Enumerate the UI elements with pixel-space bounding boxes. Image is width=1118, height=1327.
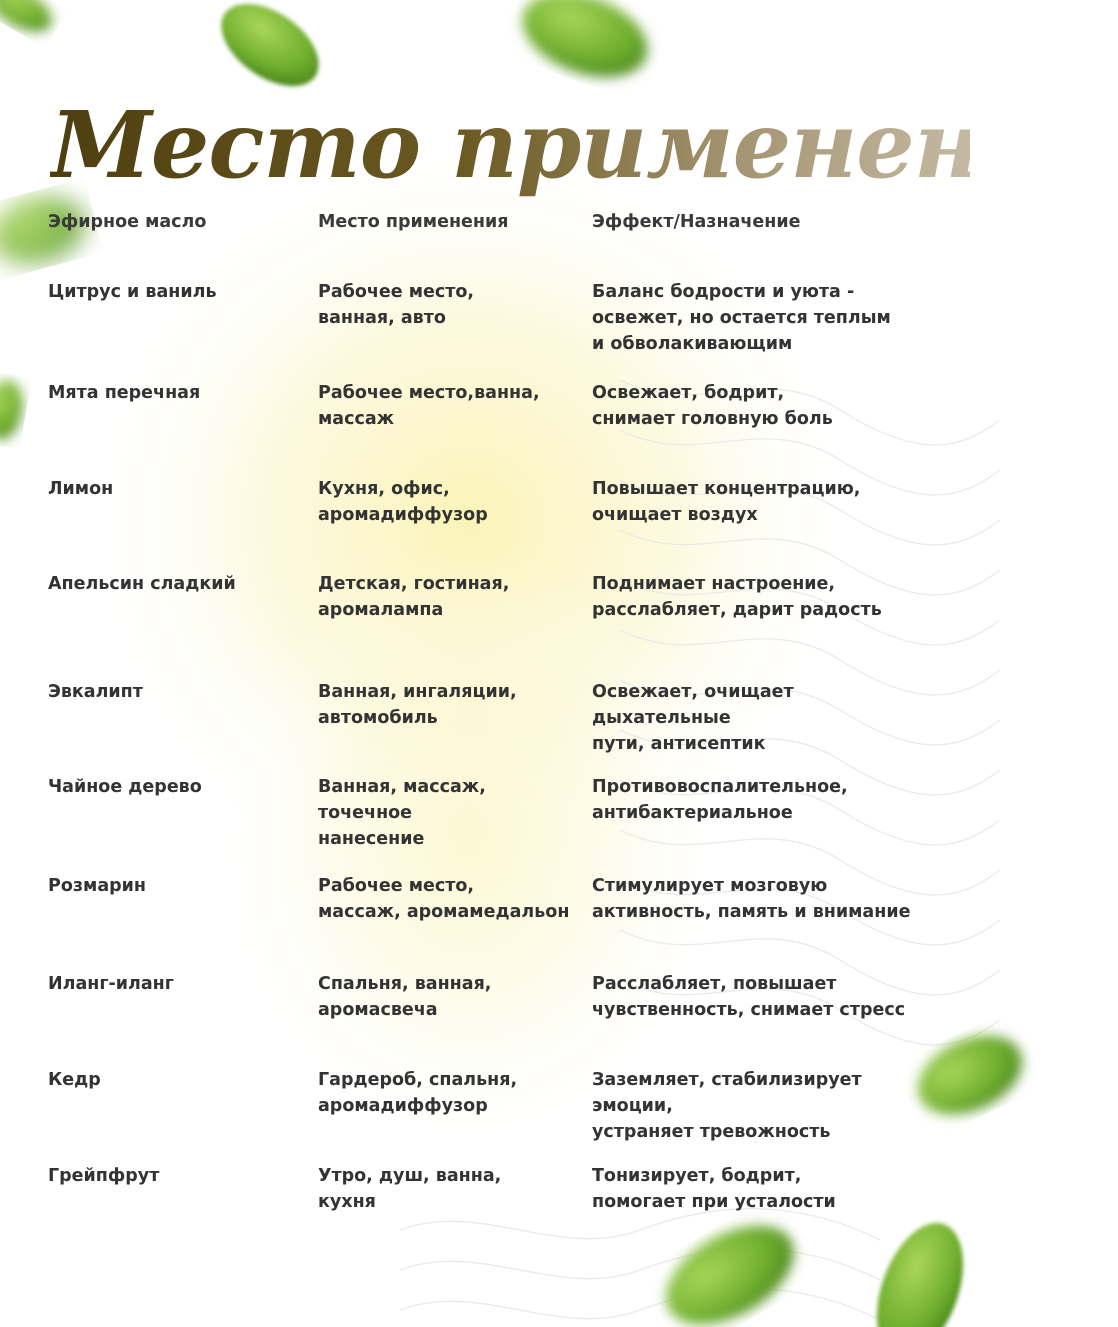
oil-place: Ванная, ингаляции, автомобиль — [318, 682, 517, 728]
oil-place: Ванная, массаж, точечное нанесение — [318, 777, 486, 849]
oil-effect: Расслабляет, повышает чувственность, снимает стресс — [592, 974, 906, 1020]
oil-place: Рабочее место, массаж, аромамедальон — [318, 876, 570, 922]
oil-name: Апельсин сладкий — [48, 574, 236, 594]
header-oil: Эфирное масло — [48, 212, 207, 232]
page-title: Место применения — [50, 80, 970, 210]
oil-name: Мята перечная — [48, 383, 201, 403]
oil-place: Рабочее место,ванна, массаж — [318, 383, 540, 429]
oil-place: Рабочее место, ванная, авто — [318, 282, 475, 328]
oil-effect: Заземляет, стабилизирует эмоции, устраняет тревожность — [592, 1070, 862, 1142]
oil-effect: Освежает, бодрит, снимает головную боль — [592, 383, 833, 429]
oil-name: Цитрус и ваниль — [48, 282, 217, 302]
oil-place: Утро, душ, ванна, кухня — [318, 1166, 502, 1212]
oil-place: Гардероб, спальня, аромадиффузор — [318, 1070, 518, 1116]
oil-name: Грейпфрут — [48, 1166, 160, 1186]
oil-effect: Баланс бодрости и уюта - освежет, но остается теплым и обволакивающим — [592, 282, 891, 354]
oil-effect: Поднимает настроение, расслабляет, дарит радость — [592, 574, 882, 620]
oil-effect: Тонизирует, бодрит, помогает при усталости — [592, 1166, 836, 1212]
oil-place: Детская, гостиная, аромалампа — [318, 574, 510, 620]
oil-effect: Повышает концентрацию, очищает воздух — [592, 479, 861, 525]
oil-effect: Противовоспалительное, антибактериальное — [592, 777, 848, 823]
oil-name: Иланг-иланг — [48, 974, 174, 994]
oil-effect: Стимулирует мозговую активность, память и внимание — [592, 876, 911, 922]
oil-place: Кухня, офис, аромадиффузор — [318, 479, 488, 525]
oil-effect: Освежает, очищает дыхательные пути, антисептик — [592, 682, 794, 754]
oil-name: Чайное дерево — [48, 777, 202, 797]
oil-place: Спальня, ванная, аромасвеча — [318, 974, 492, 1020]
oil-name: Лимон — [48, 479, 114, 499]
header-place: Место применения — [318, 212, 509, 232]
header-effect: Эффект/Назначение — [592, 212, 801, 232]
oil-name: Розмарин — [48, 876, 147, 896]
oil-name: Эвкалипт — [48, 682, 143, 702]
oil-name: Кедр — [48, 1070, 101, 1090]
